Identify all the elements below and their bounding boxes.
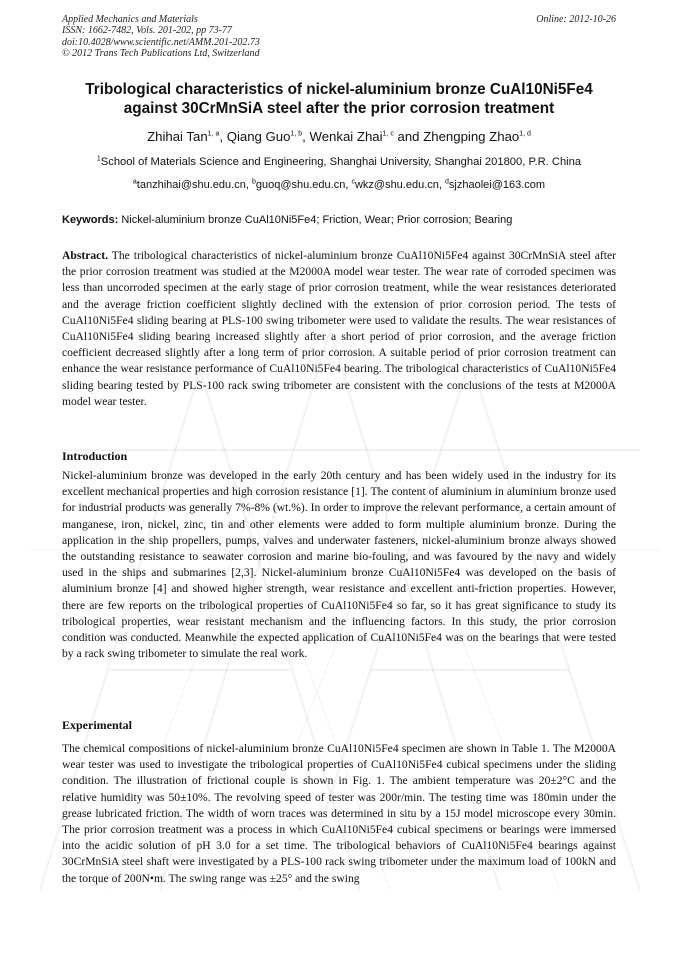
email-address: guoq@shu.edu.cn: [255, 179, 346, 191]
abstract-label: Abstract.: [62, 249, 109, 262]
abstract-text: The tribological characteristics of nickel-aluminium bronze CuAl10Ni5Fe4 against 30CrMnSiA steel after the prior corrosion treatment was studied at the M2000A model wear tester. The wear rate of corroded specimen was less than uncorroded specimen at the early stage of prior corrosion treatment, while the wear resistances deteriorated and the average friction coefficient slightly declined with the extension of prior corrosion period. The tests of CuAl10Ni5Fe4 sliding bearing at PLS-100 swing tribometer were used to validate the results. The wear resistances of CuAl10Ni5Fe4 sliding bearing increased slightly after a short period of prior corrosion, and the average friction coefficient decreased slightly after a long term of prior corrosion. A suitable period of prior corrosion treatment can enhance the wear resistance performance of CuAl10Ni5Fe4 bearing. The tribological characteristics of CuAl10Ni5Fe4 sliding bearing tested by PLS-100 rack swing tribometer are consistent with the conclusions of the tests at M2000A model wear tester.: [62, 249, 616, 408]
email-sup: a: [132, 178, 137, 186]
email-separator: ,: [245, 179, 252, 191]
journal-name: Applied Mechanics and Materials: [62, 14, 198, 25]
author-sup: 1, a: [207, 130, 220, 138]
author-name: Zhihai Tan: [147, 129, 208, 144]
doi-line: doi:10.4028/www.scientific.net/AMM.201-202.73: [62, 36, 260, 48]
abstract: [62, 248, 616, 410]
keywords-label: Keywords:: [62, 214, 119, 226]
email-address: wkz@shu.edu.cn: [354, 179, 439, 191]
author: [309, 129, 393, 144]
author-sup: 1, b: [290, 130, 303, 138]
journal-header: [62, 14, 616, 60]
affiliation-text: School of Materials Science and Engineering, Shanghai University, Shanghai 201800, P.R. China: [100, 156, 582, 168]
author-separator: and: [393, 129, 424, 144]
email-separator: ,: [345, 179, 352, 191]
title-line-2: against 30CrMnSiA steel after the prior corrosion treatment: [123, 100, 555, 117]
author: [423, 129, 531, 144]
online-date: Online: 2012-10-26: [536, 14, 616, 25]
paper-title: [40, 80, 638, 118]
issn-line: ISSN: 1662-7482, Vols. 201-202, pp 73-77: [62, 25, 232, 37]
author-separator: ,: [302, 129, 310, 144]
author: [147, 129, 219, 144]
experimental-heading: Experimental: [62, 718, 132, 732]
experimental-text: The chemical compositions of nickel-aluminium bronze CuAl10Ni5Fe4 specimen are shown in Table 1. The M2000A wear tester was used to investigate the tribological properties of CuAl10Ni5Fe4 cubical specimens under the sliding condition. The illustration of frictional couple is shown in Fig. 1. The ambient temperature was 20±2°C and the relative humidity was 50±10%. The revolving speed of tester was 200r/min. The testing time was 180min under the grease lubricated friction. The width of worn traces was determined in situ by a 15J model microscope every 30min. The prior corrosion treatment was a process in which CuAl10Ni5Fe4 cubical specimens or bearings were immersed into the acidic solution of pH 3.0 for a set time. The tribological behaviors of CuAl10Ni5Fe4 bearings against 30CrMnSiA steel shaft were investigated by a PLS-100 rack swing tribometer under the maximum load of 100kN and the torque of 200N•m. The swing range was ±25° and the swing: [62, 742, 616, 885]
email-sup: c: [351, 178, 355, 186]
title-line-1: Tribological characteristics of nickel-aluminium bronze CuAl10Ni5Fe4: [85, 81, 593, 98]
author-separator: ,: [219, 129, 227, 144]
author-name: Wenkai Zhai: [309, 129, 383, 144]
keywords: [62, 213, 622, 227]
affiliation-sup: 1: [96, 155, 101, 163]
author-sup: 1, c: [382, 130, 394, 138]
email-list: [40, 178, 638, 192]
affiliation: [40, 155, 638, 169]
keywords-text: Nickel-aluminium bronze CuAl10Ni5Fe4; Friction, Wear; Prior corrosion; Bearing: [121, 214, 513, 226]
email-separator: ,: [438, 179, 446, 191]
email-sup: d: [445, 178, 449, 186]
author-name: Zhengping Zhao: [423, 129, 520, 144]
introduction-text: Nickel-aluminium bronze was developed in the early 20th century and has been widely used in the industry for its excellent mechanical properties and high corrosion resistance [1]. The content of aluminium in aluminium bronze used for industrial products was generally 7%-8% (wt.%). In order to improve the relevant performance, a certain amount of manganese, iron, nickel, zinc, tin and other elements were added to form multiple aluminium bronze. During the application in the ship propellers, pumps, valves and underwater fasteners, nickel-aluminium bronze always showed the outstanding resistance to seawater corrosion and marine bio-fouling, and was favoured by the navy and widely used in the ships and submarines [2,3]. Nickel-aluminium bronze CuAl10Ni5Fe4 was developed on the basis of aluminium bronze [4] and showed higher strength, wear resistance and excellent anti-friction properties. However, there are few reports on the tribological properties of CuAl10Ni5Fe4 so far, so it has great significance to study its tribological properties, wear resistant mechanism and the influencing factors. In this study, the prior corrosion condition was conducted. Meanwhile the expected application of CuAl10Ni5Fe4 was on the bearings that were tested by a rack swing tribometer to simulate the real work.: [62, 469, 616, 661]
email-address: tanzhihai@shu.edu.cn: [136, 179, 246, 191]
copyright-line: © 2012 Trans Tech Publications Ltd, Switzerland: [62, 48, 260, 60]
email-address: sjzhaolei@163.com: [448, 179, 546, 191]
author: [227, 129, 302, 144]
introduction-heading: Introduction: [62, 449, 128, 463]
author-sup: 1, d: [519, 130, 531, 138]
author-list: [40, 128, 638, 146]
author-name: Qiang Guo: [226, 129, 291, 144]
email-sup: b: [251, 178, 256, 186]
